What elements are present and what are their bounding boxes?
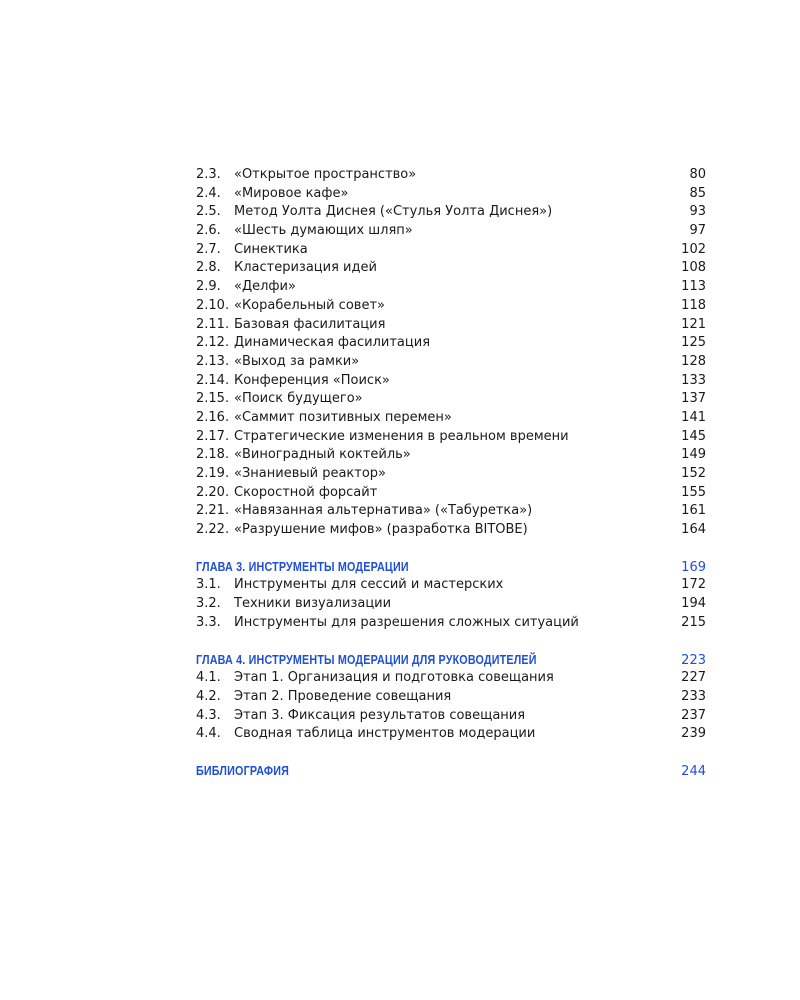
toc-entry[interactable] bbox=[196, 446, 706, 465]
entry-page-number: 97 bbox=[689, 223, 706, 239]
toc-entry[interactable] bbox=[196, 614, 706, 633]
entry-page-number: 164 bbox=[681, 522, 706, 538]
entry-title: «Поиск будущего» bbox=[234, 391, 363, 407]
entry-number: 2.5. bbox=[196, 204, 221, 220]
toc-entry[interactable] bbox=[196, 595, 706, 614]
chapter-page-number: 169 bbox=[681, 559, 706, 575]
chapter-title: ГЛАВА 4. ИНСТРУМЕНТЫ МОДЕРАЦИИ ДЛЯ РУКОВОДИТЕЛЕЙ bbox=[196, 652, 537, 667]
entry-title: «Корабельный совет» bbox=[234, 297, 385, 313]
toc-entry[interactable] bbox=[196, 297, 706, 316]
entry-page-number: 85 bbox=[689, 185, 706, 201]
entry-number: 2.18. bbox=[196, 447, 230, 463]
entry-page-number: 125 bbox=[681, 335, 706, 351]
entry-number: 2.20. bbox=[196, 484, 230, 500]
toc-chapter-heading[interactable] bbox=[196, 762, 706, 781]
entry-page-number: 155 bbox=[681, 484, 706, 500]
entry-page-number: 128 bbox=[681, 353, 706, 369]
entry-title: «Саммит позитивных перемен» bbox=[234, 409, 452, 425]
entry-number: 4.3. bbox=[196, 707, 221, 723]
entry-title: «Шесть думающих шляп» bbox=[234, 223, 413, 239]
toc-entry[interactable] bbox=[196, 725, 706, 744]
entry-page-number: 121 bbox=[681, 316, 706, 332]
entry-number: 4.2. bbox=[196, 688, 221, 704]
toc-entry[interactable] bbox=[196, 203, 706, 222]
toc-chapter-heading[interactable] bbox=[196, 558, 706, 577]
table-of-contents bbox=[196, 166, 706, 781]
entry-title: «Выход за рамки» bbox=[234, 353, 360, 369]
entry-title: Этап 2. Проведение совещания bbox=[234, 688, 452, 704]
entry-page-number: 194 bbox=[681, 596, 706, 612]
toc-entry[interactable] bbox=[196, 669, 706, 688]
entry-page-number: 137 bbox=[681, 391, 706, 407]
toc-entry[interactable] bbox=[196, 428, 706, 447]
entry-page-number: 102 bbox=[681, 241, 706, 257]
entry-title: Скоростной форсайт bbox=[234, 484, 378, 500]
entry-page-number: 161 bbox=[681, 503, 706, 519]
entry-title: Метод Уолта Диснея («Стулья Уолта Диснея») bbox=[234, 204, 553, 220]
entry-page-number: 215 bbox=[681, 614, 706, 630]
chapter-page-number: 244 bbox=[681, 763, 706, 779]
entry-page-number: 108 bbox=[681, 260, 706, 276]
chapter-title: БИБЛИОГРАФИЯ bbox=[196, 763, 290, 778]
toc-entry[interactable] bbox=[196, 166, 706, 185]
chapter-title: ГЛАВА 3. ИНСТРУМЕНТЫ МОДЕРАЦИИ bbox=[196, 559, 409, 574]
toc-entry[interactable] bbox=[196, 484, 706, 503]
entry-number: 3.2. bbox=[196, 596, 221, 612]
toc-chapter-heading[interactable] bbox=[196, 651, 706, 670]
toc-entry[interactable] bbox=[196, 409, 706, 428]
toc-entry[interactable] bbox=[196, 465, 706, 484]
entry-page-number: 172 bbox=[681, 577, 706, 593]
entry-title: Синектика bbox=[234, 241, 308, 257]
entry-page-number: 141 bbox=[681, 409, 706, 425]
entry-number: 2.6. bbox=[196, 223, 221, 239]
entry-page-number: 237 bbox=[681, 707, 706, 723]
entry-title: Инструменты для сессий и мастерских bbox=[234, 577, 504, 593]
toc-entry[interactable] bbox=[196, 372, 706, 391]
entry-page-number: 93 bbox=[689, 204, 706, 220]
toc-entry[interactable] bbox=[196, 316, 706, 335]
toc-entry[interactable] bbox=[196, 353, 706, 372]
entry-number: 4.1. bbox=[196, 670, 221, 686]
entry-number: 2.12. bbox=[196, 335, 230, 351]
entry-title: «Открытое пространство» bbox=[234, 167, 417, 182]
entry-page-number: 113 bbox=[681, 279, 706, 295]
entry-number: 2.21. bbox=[196, 503, 230, 519]
entry-page-number: 227 bbox=[681, 670, 706, 686]
toc-entry[interactable] bbox=[196, 688, 706, 707]
entry-title: «Знаниевый реактор» bbox=[234, 466, 387, 481]
entry-page-number: 118 bbox=[681, 297, 706, 313]
toc-entry[interactable] bbox=[196, 278, 706, 297]
entry-number: 2.3. bbox=[196, 167, 221, 182]
entry-number: 2.16. bbox=[196, 409, 230, 425]
toc-entry[interactable] bbox=[196, 521, 706, 540]
entry-title: «Разрушение мифов» (разработка BITOBE) bbox=[234, 522, 528, 538]
entry-number: 2.19. bbox=[196, 466, 230, 481]
entry-page-number: 149 bbox=[681, 447, 706, 463]
entry-title: Инструменты для разрешения сложных ситуаций bbox=[234, 614, 579, 630]
entry-title: Конференция «Поиск» bbox=[234, 372, 390, 388]
entry-title: Базовая фасилитация bbox=[234, 316, 386, 332]
entry-page-number: 80 bbox=[689, 167, 706, 182]
entry-title: «Виноградный коктейль» bbox=[234, 447, 411, 463]
entry-title: «Навязанная альтернатива» («Табуретка») bbox=[234, 503, 533, 519]
entry-number: 4.4. bbox=[196, 726, 221, 742]
entry-title: Динамическая фасилитация bbox=[234, 335, 431, 351]
entry-page-number: 145 bbox=[681, 428, 706, 444]
toc-entry[interactable] bbox=[196, 241, 706, 260]
entry-number: 2.11. bbox=[196, 316, 230, 332]
toc-entry[interactable] bbox=[196, 185, 706, 204]
entry-title: Сводная таблица инструментов модерации bbox=[234, 726, 536, 742]
chapter-page-number: 223 bbox=[681, 652, 706, 668]
entry-number: 2.9. bbox=[196, 279, 221, 295]
entry-title: Этап 3. Фиксация результатов совещания bbox=[234, 707, 526, 723]
entry-number: 2.10. bbox=[196, 297, 230, 313]
toc-entry[interactable] bbox=[196, 576, 706, 595]
entry-title: Стратегические изменения в реальном времени bbox=[234, 428, 569, 444]
entry-number: 2.17. bbox=[196, 428, 230, 444]
toc-entry[interactable] bbox=[196, 334, 706, 353]
entry-page-number: 233 bbox=[681, 688, 706, 704]
entry-title: «Делфи» bbox=[234, 279, 296, 295]
entry-number: 2.22. bbox=[196, 522, 230, 538]
entry-number: 2.4. bbox=[196, 185, 221, 201]
entry-page-number: 133 bbox=[681, 372, 706, 388]
toc-entry[interactable] bbox=[196, 502, 706, 521]
entry-number: 2.14. bbox=[196, 372, 230, 388]
entry-number: 2.7. bbox=[196, 241, 221, 257]
toc-entry[interactable] bbox=[196, 707, 706, 726]
toc-entry[interactable] bbox=[196, 390, 706, 409]
toc-entry[interactable] bbox=[196, 259, 706, 278]
entry-number: 3.1. bbox=[196, 577, 221, 593]
entry-page-number: 239 bbox=[681, 726, 706, 742]
entry-number: 3.3. bbox=[196, 614, 221, 630]
entry-number: 2.13. bbox=[196, 353, 230, 369]
entry-title: Кластеризация идей bbox=[234, 260, 377, 276]
entry-page-number: 152 bbox=[681, 466, 706, 481]
entry-number: 2.15. bbox=[196, 391, 230, 407]
entry-title: Этап 1. Организация и подготовка совещания bbox=[234, 670, 554, 686]
entry-number: 2.8. bbox=[196, 260, 221, 276]
toc-entry[interactable] bbox=[196, 222, 706, 241]
entry-title: Техники визуализации bbox=[234, 596, 392, 612]
entry-title: «Мировое кафе» bbox=[234, 185, 349, 201]
